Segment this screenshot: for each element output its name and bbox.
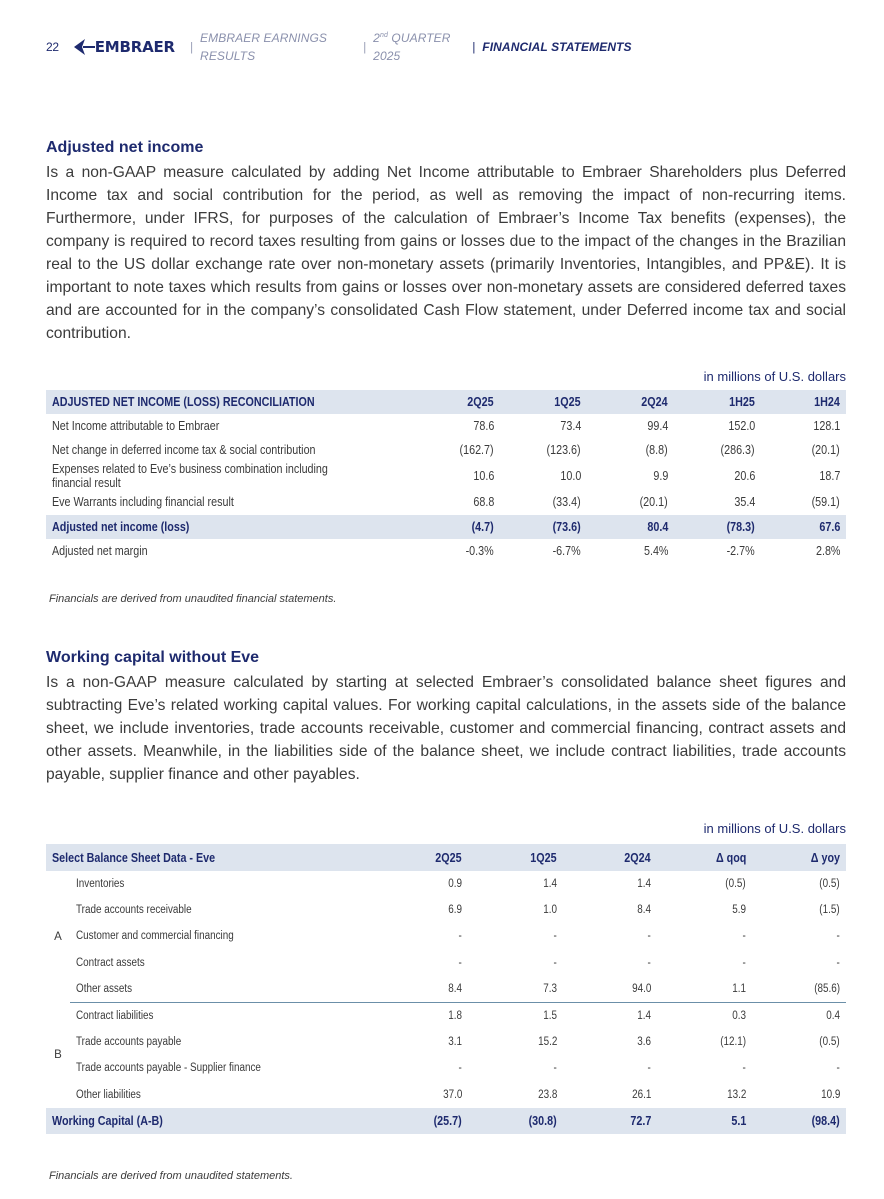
table-row: Net Income attributable to Embraer 78.6 73.4 99.4 152.0 128.1 bbox=[52, 419, 840, 434]
table-row: Contract assets - - - - - bbox=[76, 956, 840, 969]
table-row-total: Adjusted net income (loss) (4.7) (73.6) 80.4 (78.3) 67.6 bbox=[46, 515, 846, 539]
column-header: 1Q25 bbox=[468, 844, 563, 871]
column-header: 2Q25 bbox=[406, 390, 500, 414]
footnote: Financials are derived from unaudited statements. bbox=[49, 1170, 293, 1182]
column-header: 2Q24 bbox=[587, 390, 674, 414]
column-header: ADJUSTED NET INCOME (LOSS) RECONCILIATION bbox=[46, 390, 406, 414]
section-title-adjusted-net-income: Adjusted net income bbox=[46, 139, 204, 156]
embraer-logo-icon bbox=[73, 38, 95, 56]
group-label-a: A bbox=[54, 930, 62, 943]
units-label: in millions of U.S. dollars bbox=[703, 821, 846, 836]
page-number: 22 bbox=[46, 40, 59, 54]
table-row: Eve Warrants including financial result 68.8 (33.4) (20.1) 35.4 (59.1) bbox=[52, 495, 840, 510]
column-header: 2Q24 bbox=[563, 844, 657, 871]
table-row: Trade accounts payable 3.1 15.2 3.6 (12.1) (0.5) bbox=[76, 1036, 840, 1049]
group-label-b: B bbox=[54, 1049, 62, 1062]
table-header-row bbox=[46, 844, 846, 871]
table-row: Expenses related to Eve’s business combination including financial result 10.6 10.0 9.9 20.6 18.7 bbox=[52, 462, 840, 491]
column-header: Select Balance Sheet Data - Eve bbox=[46, 844, 374, 871]
column-header: 1Q25 bbox=[500, 390, 587, 414]
section-body-adjusted-net-income: Is a non-GAAP measure calculated by adding Net Income attributable to Embraer Shareholders plus Deferred Income tax and social contribution for the period, as well as removing the impact of non-recurring items. Furthermore, under IFRS, for purposes of the calculation of Embraer’s Income Tax benefits (expenses), the company is required to record taxes resulting from gains or losses due to the impact of the changes in the Brazilian real to the US dollar exchange rate over non-monetary assets (primarily Inventories, Intangibles, and PP&E). It is important to note taxes which results from gains or losses over non-monetary assets are considered deferred taxes and are accounted for in the company’s consolidated Cash Flow statement, under Deferred income tax and social contribution. bbox=[46, 164, 846, 342]
table-row: Trade accounts payable - Supplier finance - - - - - bbox=[76, 1062, 840, 1075]
header-separator: | bbox=[472, 40, 476, 54]
header-separator: | bbox=[363, 40, 367, 54]
table-row: Adjusted net margin -0.3% -6.7% 5.4% -2.7% 2.8% bbox=[52, 543, 840, 558]
table-row: Other assets 8.4 7.3 94.0 1.1 (85.6) bbox=[76, 982, 840, 995]
table-row: B Contract liabilities 1.8 1.5 1.4 0.3 0.4 bbox=[46, 1002, 846, 1029]
embraer-logo bbox=[73, 38, 175, 56]
table-row: Other liabilities 37.0 23.8 26.1 13.2 10.9 bbox=[76, 1088, 840, 1101]
column-header: 2Q25 bbox=[374, 844, 468, 871]
table-row: Net change in deferred income tax & social contribution (162.7) (123.6) (8.8) (286.3) (20.1) bbox=[52, 443, 840, 458]
footnote: Financials are derived from unaudited financial statements. bbox=[49, 593, 337, 605]
column-header: Δ qoq bbox=[657, 844, 752, 871]
table-row: Customer and commercial financing - - - - - bbox=[76, 930, 840, 943]
header-crumb-quarter: 2nd QUARTER 2025 bbox=[373, 31, 451, 63]
working-capital-table bbox=[46, 844, 846, 1134]
brand-name: EMBRAER bbox=[94, 38, 175, 56]
units-label: in millions of U.S. dollars bbox=[703, 369, 846, 384]
section-title-working-capital: Working capital without Eve bbox=[46, 649, 260, 666]
header-separator: | bbox=[189, 40, 194, 54]
column-header: 1H25 bbox=[674, 390, 761, 414]
table-row: Trade accounts receivable 6.9 1.0 8.4 5.9 (1.5) bbox=[76, 904, 840, 917]
table-row: A Inventories 0.9 1.4 1.4 (0.5) (0.5) bbox=[46, 871, 846, 897]
section-body-working-capital: Is a non-GAAP measure calculated by starting at selected Embraer’s consolidated balance sheet figures and subtracting Eve’s related working capital values. For working capital calculations, in the assets side of the balance sheet, we include inventories, trade accounts receivable, customer and commercial financing, contract assets and other assets. Meanwhile, in the liabilities side of the balance sheet, we include contract liabilities, trade accounts payable, supplier finance and other payables. bbox=[46, 674, 846, 783]
table-header-row bbox=[46, 390, 846, 414]
adjusted-net-income-table bbox=[46, 390, 846, 563]
header-crumb-financial-statements: FINANCIAL STATEMENTS bbox=[482, 40, 632, 54]
table-row-total: Working Capital (A-B) (25.7) (30.8) 72.7 5.1 (98.4) bbox=[46, 1108, 846, 1134]
page-header bbox=[46, 31, 632, 63]
header-crumb-earnings: EMBRAER EARNINGS RESULTS bbox=[200, 31, 328, 63]
column-header: Δ yoy bbox=[752, 844, 846, 871]
column-header: 1H24 bbox=[761, 390, 846, 414]
